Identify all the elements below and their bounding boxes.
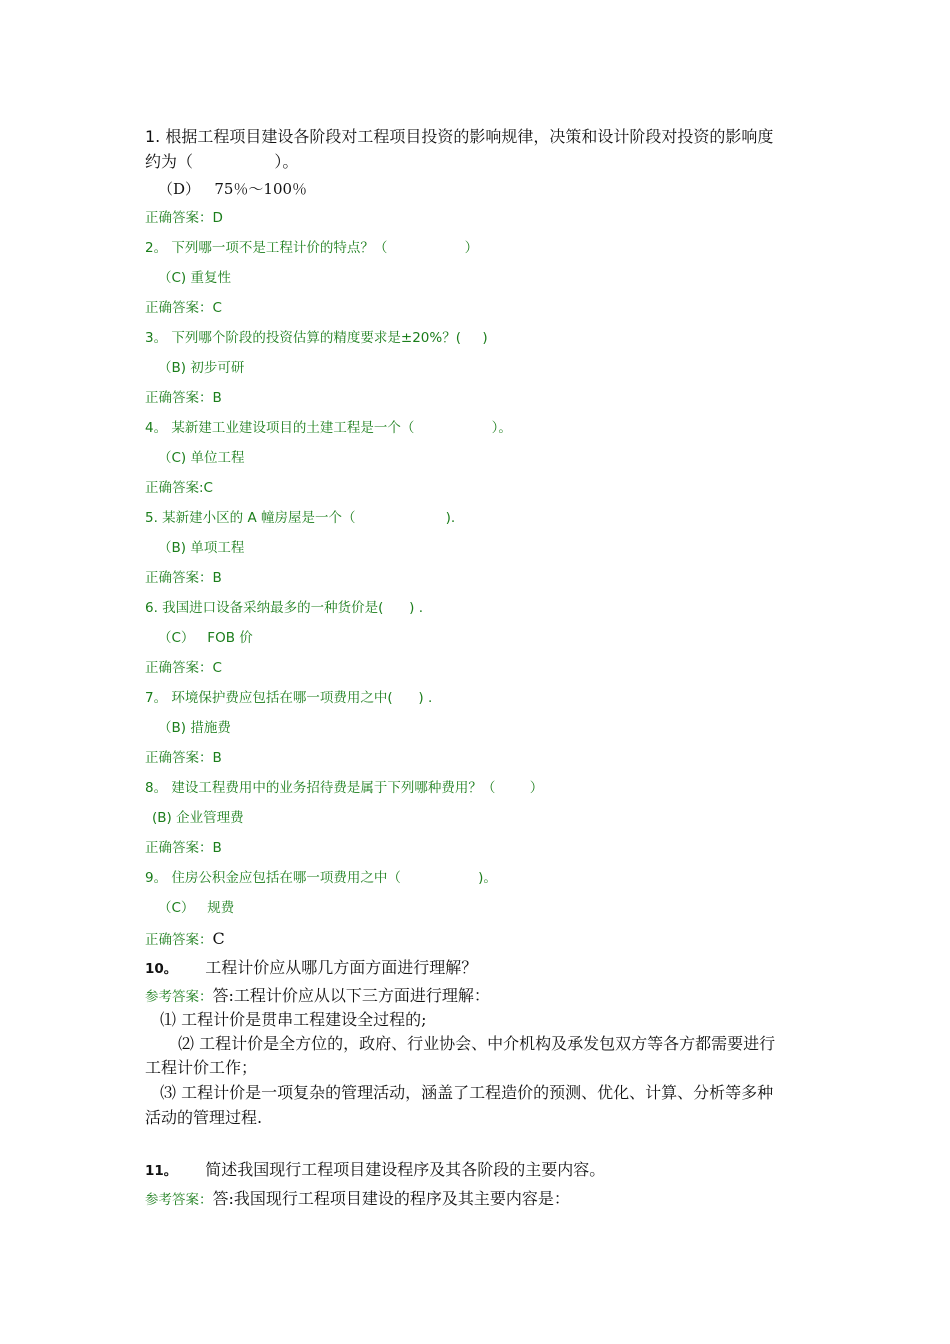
question-10-reference [145, 986, 490, 1005]
question-1-answer: 正确答案：D [145, 210, 223, 226]
question-1-text: 1. 根据工程项目建设各阶段对工程项目投资的影响规律，决策和设计阶段对投资的影响度 [145, 127, 774, 146]
question-8-text: 8。 建设工程费用中的业务招待费是属于下列哪种费用？（ ） [145, 780, 544, 796]
question-9-answer-label: 正确答案： [145, 932, 213, 948]
question-10-number: 10。 [145, 961, 178, 977]
question-5-text: 5. 某新建小区的 A 幢房屋是一个（ ). [145, 510, 456, 526]
question-10-point-2: ⑵ 工程计价是全方位的，政府、行业协会、中介机构及承发包双方等各方都需要进行 [178, 1034, 776, 1053]
question-11-heading [145, 1160, 605, 1179]
question-11-number: 11。 [145, 1163, 178, 1179]
question-10-point-3: ⑶ 工程计价是一项复杂的管理活动，涵盖了工程造价的预测、优化、计算、分析等多种 [160, 1083, 774, 1102]
question-1-text-cont: 约为（ ）。 [145, 152, 299, 171]
question-11-ref-text: 答:我国现行工程项目建设的程序及其主要内容是： [212, 1189, 570, 1208]
question-9-option: （C） 规费 [158, 900, 235, 916]
question-2-text: 2。 下列哪一项不是工程计价的特点？（ ） [145, 240, 479, 256]
question-6-text: 6. 我国进口设备采纳最多的一种货价是( ) . [145, 600, 424, 616]
question-9-answer [145, 929, 225, 948]
question-10-point-2-cont: 工程计价工作； [145, 1058, 258, 1077]
question-1-option: （D） 75％～100％ [158, 180, 308, 198]
question-5-answer: 正确答案：B [145, 570, 222, 586]
question-7-option: （B) 措施费 [158, 720, 231, 736]
question-2-option: （C) 重复性 [158, 270, 231, 286]
question-8-option: (B) 企业管理费 [152, 810, 244, 826]
question-10-text: 工程计价应从哪几方面方面进行理解？ [205, 958, 478, 977]
question-6-option: （C） FOB 价 [158, 630, 253, 646]
question-5-option: （B) 单项工程 [158, 540, 245, 556]
question-9-text: 9。 住房公积金应包括在哪一项费用之中（ )。 [145, 870, 497, 886]
question-10-point-3-cont: 活动的管理过程. [145, 1108, 263, 1127]
question-4-text: 4。 某新建工业建设项目的土建工程是一个（ ）。 [145, 420, 512, 436]
question-10-heading [145, 958, 477, 977]
question-10-ref-label: 参考答案： [145, 989, 213, 1005]
question-10-point-1: ⑴ 工程计价是贯串工程建设全过程的; [160, 1010, 427, 1029]
question-11-text: 简述我国现行工程项目建设程序及其各阶段的主要内容。 [205, 1160, 606, 1179]
question-3-answer: 正确答案：B [145, 390, 222, 406]
question-10-ref-text: 答:工程计价应从以下三方面进行理解： [212, 986, 490, 1005]
question-7-text: 7。 环境保护费应包括在哪一项费用之中( ) . [145, 690, 433, 706]
question-6-answer: 正确答案：C [145, 660, 222, 676]
question-7-answer: 正确答案：B [145, 750, 222, 766]
question-11-ref-label: 参考答案： [145, 1192, 213, 1208]
question-4-answer: 正确答案:C [145, 480, 213, 496]
question-11-reference [145, 1189, 570, 1208]
question-3-option: （B) 初步可研 [158, 360, 245, 376]
question-4-option: （C) 单位工程 [158, 450, 245, 466]
question-9-answer-value: C [212, 929, 225, 948]
question-8-answer: 正确答案：B [145, 840, 222, 856]
question-2-answer: 正确答案：C [145, 300, 222, 316]
question-3-text: 3。 下列哪个阶段的投资估算的精度要求是±20%？( ) [145, 330, 488, 346]
